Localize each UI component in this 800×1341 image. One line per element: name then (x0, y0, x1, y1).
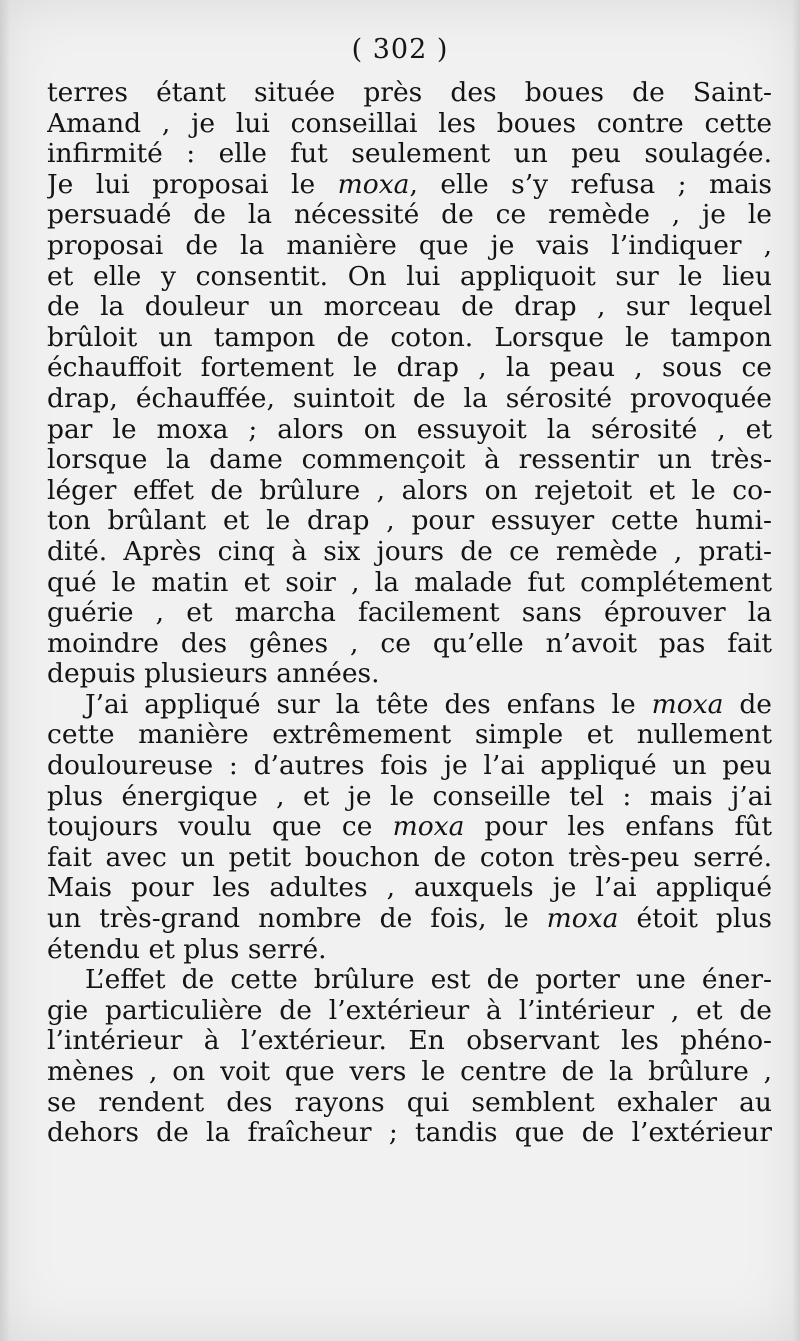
text-segment: léger effet de brûlure , alors on rejetoit et le co- (47, 475, 772, 506)
text-line (47, 506, 772, 537)
text-line (47, 965, 772, 996)
text-segment: dité. Après cinq à six jours de ce remède , prati- (47, 536, 772, 567)
text-segment: Je lui proposai le (47, 169, 338, 200)
text-line (47, 659, 772, 690)
text-line (47, 812, 772, 843)
text-segment: infirmité : elle fut seulement un peu soulagée. (47, 139, 772, 170)
text-line (47, 904, 772, 935)
text-segment: cette manière extrêmement simple et nullement (47, 720, 772, 751)
text-line (47, 629, 772, 660)
text-line (47, 384, 772, 415)
text-line (47, 476, 772, 507)
text-segment: Mais pour les adultes , auxquels je l’ai appliqué (47, 873, 772, 904)
text-segment: brûloit un tampon de coton. Lorsque le tampon (47, 322, 772, 353)
text-segment: étendu et plus serré. (47, 934, 327, 965)
text-line (47, 1118, 772, 1149)
text-segment: pour les enfans fût (464, 812, 772, 843)
text-segment: , elle s’y refusa ; mais (409, 169, 772, 200)
text-segment: persuadé de la nécessité de ce remède , je le (47, 200, 772, 231)
text-line (47, 873, 772, 904)
text-segment: proposai de la manière que je vais l’indiquer , (47, 230, 772, 261)
italic-term: moxa (651, 689, 724, 720)
text-segment: l’intérieur à l’extérieur. En observant les phéno- (47, 1026, 772, 1057)
text-segment: se rendent des rayons qui semblent exhaler au (47, 1087, 772, 1118)
text-segment: par le moxa ; alors on essuyoit la sérosité , et (47, 414, 772, 445)
text-segment: de (723, 689, 772, 720)
text-line (47, 292, 772, 323)
text-line (47, 109, 772, 140)
text-segment: de la douleur un morceau de drap , sur lequel (47, 292, 772, 323)
text-segment: un très-grand nombre de fois, le (47, 904, 547, 935)
text-segment: gie particulière de l’extérieur à l’intérieur , et de (47, 995, 772, 1026)
text-line (47, 843, 772, 874)
text-segment: fait avec un petit bouchon de coton très-peu serré. (47, 842, 772, 873)
text-line (47, 690, 772, 721)
text-line (47, 1026, 772, 1057)
text-segment: drap, échauffée, suintoit de la sérosité provoquée (47, 383, 772, 414)
text-segment: lorsque la dame commençoit à ressentir un très- (47, 445, 772, 476)
text-line (47, 720, 772, 751)
text-line (47, 353, 772, 384)
text-segment: étoit plus (618, 904, 772, 935)
text-segment: plus énergique , et je le conseille tel : mais j’ai (47, 781, 772, 812)
text-line (47, 1057, 772, 1088)
italic-term: moxa (392, 812, 465, 843)
text-segment: mènes , on voit que vers le centre de la brûlure , (47, 1057, 772, 1087)
text-segment: ton brûlant et le drap , pour essuyer cette humi- (47, 506, 772, 537)
text-segment: terres étant située près des boues de Saint- (47, 78, 772, 108)
text-line (47, 782, 772, 813)
text-line (47, 1088, 772, 1119)
text-segment: douloureuse : d’autres fois je l’ai appliqué un peu (47, 751, 772, 782)
text-segment: toujours voulu que ce (47, 812, 393, 843)
page-edge-shadow (792, 0, 800, 1341)
body-text (47, 78, 772, 1149)
text-line (47, 262, 772, 293)
text-line (47, 996, 772, 1027)
text-segment: et elle y consentit. On lui appliquoit sur le lieu (47, 261, 772, 292)
text-segment: guérie , et marcha facilement sans éprouver la (47, 598, 772, 629)
italic-term: moxa (337, 169, 410, 200)
text-line (47, 598, 772, 629)
text-line (47, 935, 772, 966)
text-line (47, 200, 772, 231)
text-segment: L’effet de cette brûlure est de porter une éner- (85, 965, 772, 996)
text-segment: Amand , je lui conseillai les boues contre cette (47, 108, 772, 139)
text-line (47, 231, 772, 262)
text-segment: J’ai appliqué sur la tête des enfans le (85, 689, 652, 720)
text-line (47, 78, 772, 109)
text-line (47, 170, 772, 201)
text-line (47, 415, 772, 446)
text-segment: qué le matin et soir , la malade fut complétement (47, 567, 772, 598)
text-segment: dehors de la fraîcheur ; tandis que de l’extérieur (47, 1118, 772, 1149)
page-number: ( 302 ) (351, 34, 449, 65)
text-line (47, 139, 772, 170)
text-segment: échauffoit fortement le drap , la peau , sous ce (47, 353, 772, 384)
text-segment: moindre des gênes , ce qu’elle n’avoit pas fait (47, 628, 772, 659)
text-segment: depuis plusieurs années. (47, 659, 380, 690)
text-line (47, 445, 772, 476)
text-line (47, 568, 772, 599)
italic-term: moxa (546, 904, 619, 935)
page-gutter-shadow (0, 0, 10, 1341)
text-line (47, 537, 772, 568)
text-line (47, 323, 772, 354)
text-line (47, 751, 772, 782)
